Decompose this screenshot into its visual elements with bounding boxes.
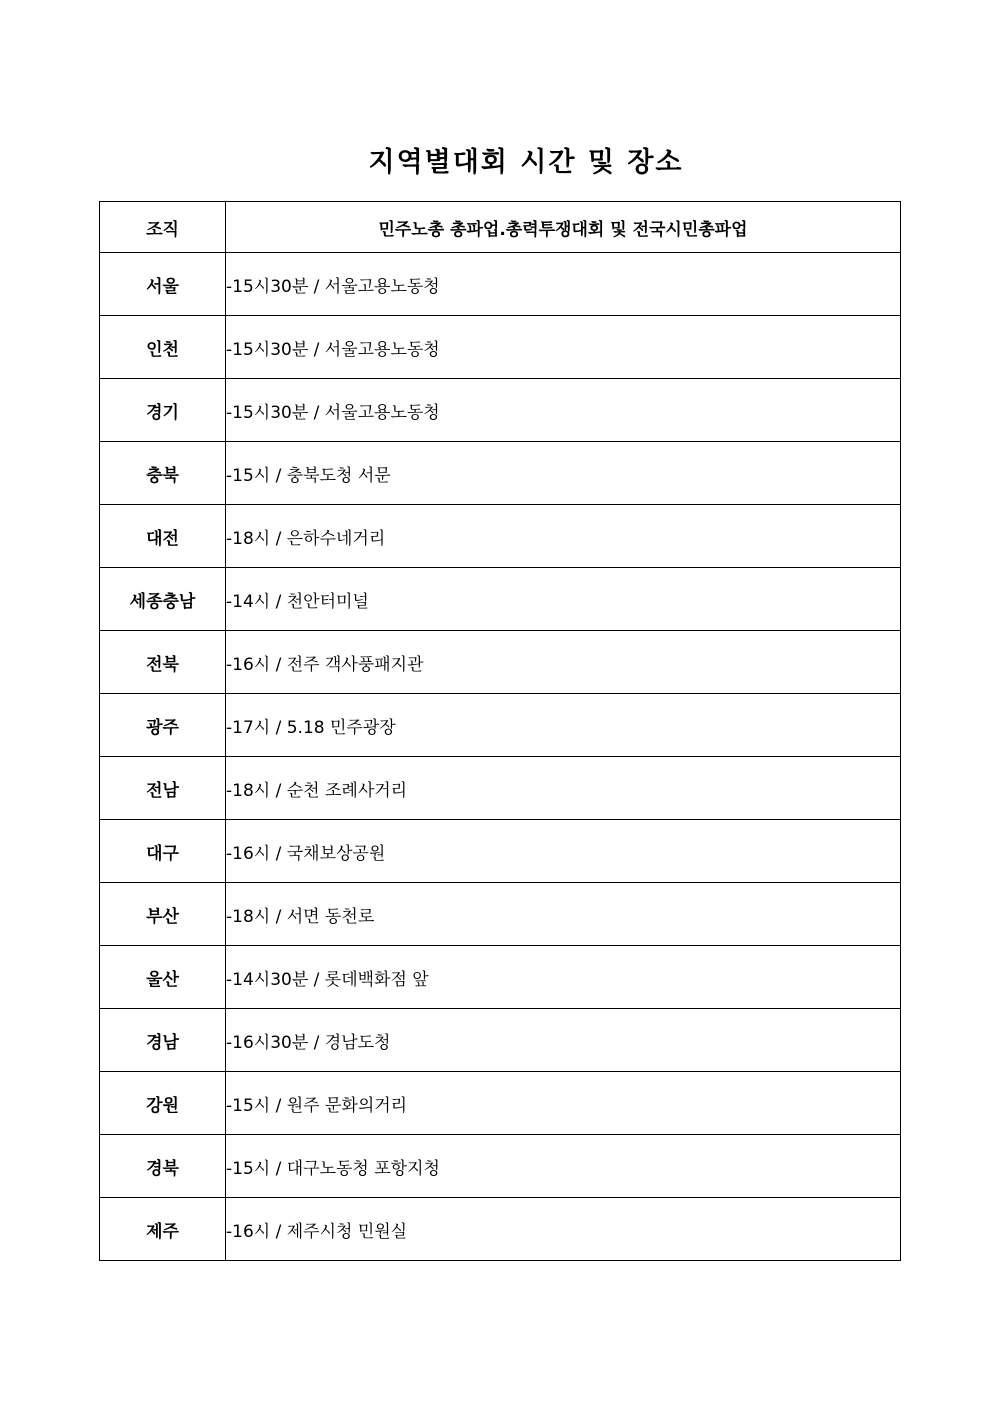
schedule-table [99, 201, 901, 1261]
time-place-cell: -15시 / 충북도청 서문 [226, 442, 901, 505]
header-event-info: 민주노총 총파업.총력투쟁대회 및 전국시민총파업 [226, 202, 901, 253]
table-row [100, 505, 901, 568]
table-row [100, 757, 901, 820]
time-place-cell: -15시30분 / 서울고용노동청 [226, 379, 901, 442]
header-organization: 조직 [100, 202, 226, 253]
organization-cell: 광주 [100, 694, 226, 757]
organization-cell: 부산 [100, 883, 226, 946]
table-row [100, 946, 901, 1009]
time-place-cell: -18시 / 서면 동천로 [226, 883, 901, 946]
table-row [100, 316, 901, 379]
organization-cell: 인천 [100, 316, 226, 379]
table-row [100, 442, 901, 505]
table-row [100, 820, 901, 883]
time-place-cell: -16시 / 제주시청 민원실 [226, 1198, 901, 1261]
table-row [100, 1009, 901, 1072]
organization-cell: 제주 [100, 1198, 226, 1261]
organization-cell: 서울 [100, 253, 226, 316]
organization-cell: 강원 [100, 1072, 226, 1135]
time-place-cell: -16시 / 국채보상공원 [226, 820, 901, 883]
time-place-cell: -14시 / 천안터미널 [226, 568, 901, 631]
time-place-cell: -15시 / 원주 문화의거리 [226, 1072, 901, 1135]
table-row [100, 631, 901, 694]
organization-cell: 울산 [100, 946, 226, 1009]
time-place-cell: -16시30분 / 경남도청 [226, 1009, 901, 1072]
time-place-cell: -16시 / 전주 객사풍패지관 [226, 631, 901, 694]
table-row [100, 1198, 901, 1261]
time-place-cell: -18시 / 은하수네거리 [226, 505, 901, 568]
organization-cell: 경남 [100, 1009, 226, 1072]
table-row [100, 1072, 901, 1135]
organization-cell: 전북 [100, 631, 226, 694]
table-row [100, 379, 901, 442]
time-place-cell: -15시 / 대구노동청 포항지청 [226, 1135, 901, 1198]
time-place-cell: -15시30분 / 서울고용노동청 [226, 316, 901, 379]
page-title: 지역별대회 시간 및 장소 [368, 147, 684, 178]
organization-cell: 대구 [100, 820, 226, 883]
organization-cell: 경북 [100, 1135, 226, 1198]
table-row [100, 694, 901, 757]
organization-cell: 경기 [100, 379, 226, 442]
table-row [100, 253, 901, 316]
organization-cell: 대전 [100, 505, 226, 568]
time-place-cell: -17시 / 5.18 민주광장 [226, 694, 901, 757]
time-place-cell: -18시 / 순천 조례사거리 [226, 757, 901, 820]
organization-cell: 세종충남 [100, 568, 226, 631]
time-place-cell: -14시30분 / 롯데백화점 앞 [226, 946, 901, 1009]
organization-cell: 충북 [100, 442, 226, 505]
organization-cell: 전남 [100, 757, 226, 820]
table-row [100, 568, 901, 631]
table-header-row [100, 202, 901, 253]
time-place-cell: -15시30분 / 서울고용노동청 [226, 253, 901, 316]
table-row [100, 883, 901, 946]
table-row [100, 1135, 901, 1198]
